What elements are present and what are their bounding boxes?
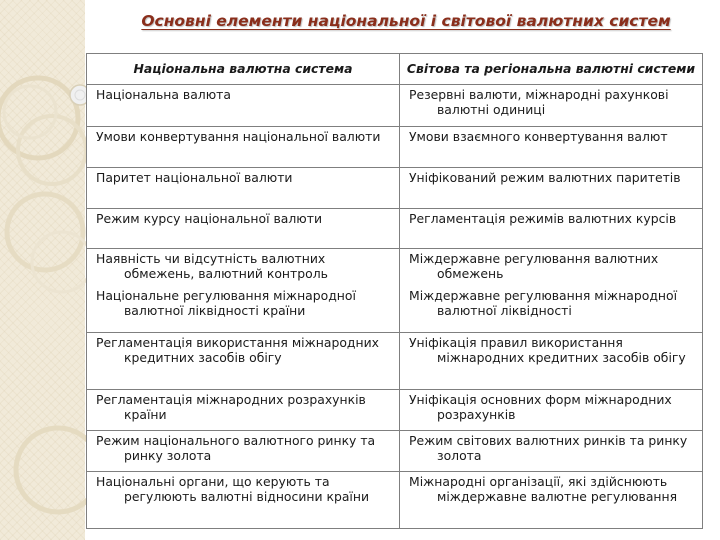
comparison-table [86, 53, 703, 529]
table-row [87, 333, 703, 390]
table-cell [87, 127, 400, 168]
cell-text: Умови конвертування національної валюти [96, 129, 381, 144]
table-row [87, 249, 703, 333]
cell-text: Наявність чи відсутність валютних обмежень, валютний контроль [96, 251, 328, 281]
cell-text: Регламентація використання міжнародних кредитних засобів обігу [96, 335, 379, 365]
table-cell [400, 85, 703, 127]
cell-text: Уніфікація правил використання міжнародних кредитних засобів обігу [409, 335, 686, 365]
table-cell [87, 249, 400, 333]
table-cell [400, 472, 703, 529]
cell-text: Національна валюта [96, 87, 231, 102]
cell-text: Умови взаємного конвертування валют [409, 129, 668, 144]
cell-text: Міжнародні організації, які здійснюють міждержавне валютне регулювання [409, 474, 678, 504]
table-cell [87, 431, 400, 472]
cell-text: Міждержавне регулювання міжнародної валютної ліквідності [409, 288, 678, 318]
table-header-row [87, 54, 703, 85]
cell-text: Паритет національної валюти [96, 170, 293, 185]
slide-title: Основні елементи національної і світової валютних систем [141, 12, 671, 30]
cell-text: Уніфікований режим валютних паритетів [409, 170, 681, 185]
table-row [87, 85, 703, 127]
cell-text: Регламентація режимів валютних курсів [409, 211, 677, 226]
cell-text: Національне регулювання міжнародної валютної ліквідності країни [96, 288, 356, 318]
table-cell [400, 209, 703, 249]
cell-text: Режим курсу національної валюти [96, 211, 323, 226]
table-cell [87, 209, 400, 249]
table-row [87, 431, 703, 472]
table-cell [87, 168, 400, 209]
table-cell [87, 472, 400, 529]
table-row [87, 472, 703, 529]
header-national-system: Національна валютна система [87, 54, 400, 85]
table-cell [400, 333, 703, 390]
table-cell [87, 333, 400, 390]
cell-text: Режим національного валютного ринку та ринку золота [96, 433, 376, 463]
table-row [87, 127, 703, 168]
table-cell [400, 390, 703, 431]
table-cell [400, 249, 703, 333]
header-world-system: Світова та регіональна валютні системи [400, 54, 703, 85]
table-cell [87, 390, 400, 431]
cell-text: Національні органи, що керують та регулюють валютні відносини країни [96, 474, 370, 504]
cell-text: Уніфікація основних форм міжнародних розрахунків [409, 392, 672, 422]
table-row [87, 209, 703, 249]
cell-text: Регламентація міжнародних розрахунків країни [96, 392, 366, 422]
cell-text: Режим світових валютних ринків та ринку золота [409, 433, 688, 463]
cell-text: Міждержавне регулювання валютних обмежень [409, 251, 659, 281]
table-row [87, 390, 703, 431]
table-row [87, 168, 703, 209]
table-cell [400, 431, 703, 472]
cell-text: Резервні валюти, міжнародні рахункові валютні одиниці [409, 87, 669, 117]
table-cell [87, 85, 400, 127]
table-cell [400, 127, 703, 168]
table-cell [400, 168, 703, 209]
